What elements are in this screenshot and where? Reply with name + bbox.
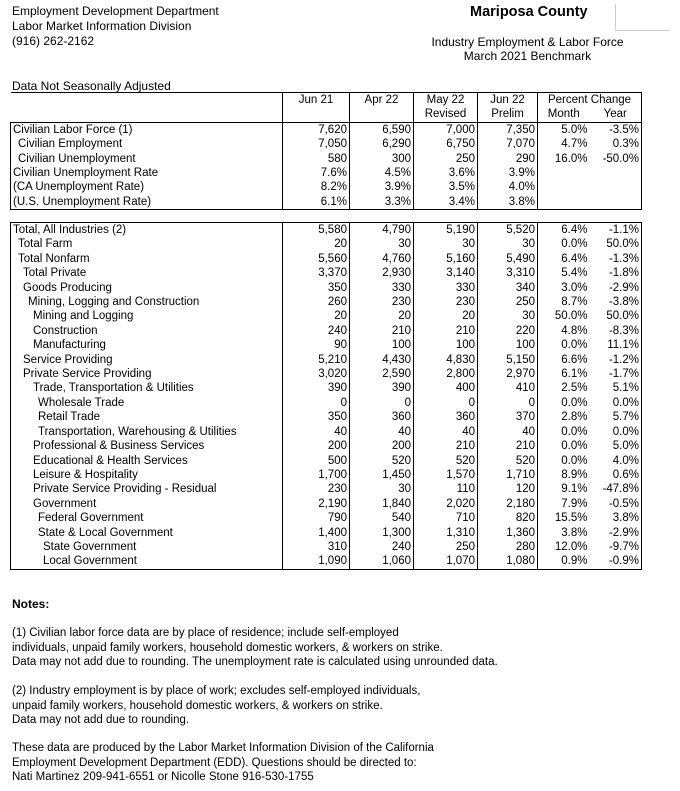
- table-row: [11, 482, 642, 496]
- value-cell: 20: [350, 309, 414, 323]
- month-change-cell: 4.7%: [538, 137, 590, 151]
- subtitle-line-1: Industry Employment & Labor Force: [431, 35, 624, 49]
- col-jun22: Jun 22: [478, 93, 538, 108]
- value-cell: 3.6%: [414, 166, 478, 180]
- row-label: Civilian Employment: [11, 137, 283, 151]
- row-label: Service Providing: [11, 353, 283, 367]
- value-cell: 520: [414, 454, 478, 468]
- value-cell: 20: [414, 309, 478, 323]
- value-cell: 30: [478, 309, 538, 323]
- value-cell: 410: [478, 381, 538, 395]
- row-label: Civilian Labor Force (1): [11, 122, 283, 137]
- note-line: Nati Martinez 209-941-6551 or Nicolle Stone 916-530-1755: [12, 771, 314, 784]
- note-line: Data may not add due to rounding.: [12, 714, 190, 727]
- value-cell: 40: [283, 425, 350, 439]
- notes-title: Notes:: [12, 597, 50, 611]
- year-change-cell: 3.8%: [590, 511, 642, 525]
- month-change-cell: 3.8%: [538, 526, 590, 540]
- col-year: Year: [590, 107, 642, 122]
- value-cell: 3,370: [283, 266, 350, 280]
- row-label: Total Nonfarm: [11, 252, 283, 266]
- phone-number: (916) 262-2162: [12, 34, 95, 48]
- row-label: Civilian Unemployment Rate: [11, 166, 283, 180]
- note-3: [12, 741, 434, 785]
- row-label: (CA Unemployment Rate): [11, 180, 283, 194]
- year-change-cell: -1.3%: [590, 252, 642, 266]
- value-cell: 1,090: [283, 554, 350, 569]
- value-cell: 3,310: [478, 266, 538, 280]
- value-cell: 250: [414, 152, 478, 166]
- value-cell: 220: [478, 324, 538, 338]
- year-change-cell: -3.8%: [590, 295, 642, 309]
- month-change-cell: 0.9%: [538, 554, 590, 569]
- table-row: [11, 180, 642, 194]
- value-cell: 360: [350, 410, 414, 424]
- division-name: Labor Market Information Division: [12, 19, 192, 33]
- month-change-cell: 0.0%: [538, 338, 590, 352]
- value-cell: 3.9%: [350, 180, 414, 194]
- value-cell: 4.5%: [350, 166, 414, 180]
- note-1: [12, 626, 498, 670]
- row-label: State Government: [11, 540, 283, 554]
- value-cell: 200: [350, 439, 414, 453]
- report-subtitle: [420, 35, 635, 63]
- column-subheader-row: [11, 107, 642, 122]
- value-cell: 210: [414, 439, 478, 453]
- month-change-cell: 5.4%: [538, 266, 590, 280]
- value-cell: 5,580: [283, 223, 350, 238]
- value-cell: 2,970: [478, 367, 538, 381]
- subheader-blank: [283, 107, 350, 122]
- value-cell: 30: [414, 237, 478, 251]
- note-line: These data are produced by the Labor Market Information Division of the California: [12, 742, 434, 754]
- note-line: (1) Civilian labor force data are by place of residence; include self-employed: [12, 627, 399, 639]
- agency-header: [12, 4, 219, 49]
- month-change-cell: 50.0%: [538, 309, 590, 323]
- table-row: [11, 324, 642, 338]
- value-cell: 100: [350, 338, 414, 352]
- value-cell: 710: [414, 511, 478, 525]
- value-cell: 7,000: [414, 122, 478, 137]
- value-cell: 30: [350, 237, 414, 251]
- value-cell: 520: [478, 454, 538, 468]
- value-cell: 310: [283, 540, 350, 554]
- month-change-cell: [538, 195, 590, 210]
- value-cell: 820: [478, 511, 538, 525]
- value-cell: 1,070: [414, 554, 478, 569]
- value-cell: 90: [283, 338, 350, 352]
- year-change-cell: -47.8%: [590, 482, 642, 496]
- value-cell: 290: [478, 152, 538, 166]
- value-cell: 230: [283, 482, 350, 496]
- decorative-rule: [615, 4, 616, 30]
- value-cell: 2,180: [478, 497, 538, 511]
- table-row: [11, 295, 642, 309]
- year-change-cell: 4.0%: [590, 454, 642, 468]
- value-cell: 120: [478, 482, 538, 496]
- value-cell: 4.0%: [478, 180, 538, 194]
- month-change-cell: 5.0%: [538, 122, 590, 137]
- year-change-cell: -50.0%: [590, 152, 642, 166]
- month-change-cell: [538, 180, 590, 194]
- value-cell: 1,840: [350, 497, 414, 511]
- value-cell: 210: [350, 324, 414, 338]
- year-change-cell: 11.1%: [590, 338, 642, 352]
- table-row: [11, 381, 642, 395]
- value-cell: 40: [478, 425, 538, 439]
- value-cell: 5,190: [414, 223, 478, 238]
- year-change-cell: 5.1%: [590, 381, 642, 395]
- value-cell: 210: [478, 439, 538, 453]
- value-cell: 1,450: [350, 468, 414, 482]
- value-cell: 1,300: [350, 526, 414, 540]
- value-cell: 20: [283, 237, 350, 251]
- value-cell: 7,350: [478, 122, 538, 137]
- col-jun21: Jun 21: [283, 93, 350, 108]
- subtitle-line-2: March 2021 Benchmark: [463, 49, 592, 63]
- value-cell: 3.3%: [350, 195, 414, 210]
- decorative-rule: [615, 30, 670, 31]
- value-cell: 580: [283, 152, 350, 166]
- month-change-cell: 15.5%: [538, 511, 590, 525]
- value-cell: 1,400: [283, 526, 350, 540]
- month-change-cell: 8.7%: [538, 295, 590, 309]
- row-label: Private Service Providing: [11, 367, 283, 381]
- value-cell: 7,070: [478, 137, 538, 151]
- note-line: Data may not add due to rounding. The unemployment rate is calculated using unrounded data.: [12, 656, 498, 669]
- note-line: unpaid family workers, household domestic workers, & workers on strike.: [12, 699, 383, 712]
- value-cell: 1,060: [350, 554, 414, 569]
- value-cell: 2,930: [350, 266, 414, 280]
- col-percent-change: Percent Change: [538, 93, 642, 108]
- value-cell: 1,310: [414, 526, 478, 540]
- value-cell: 1,570: [414, 468, 478, 482]
- value-cell: 110: [414, 482, 478, 496]
- month-change-cell: 2.5%: [538, 381, 590, 395]
- value-cell: 540: [350, 511, 414, 525]
- month-change-cell: 4.8%: [538, 324, 590, 338]
- value-cell: 300: [350, 152, 414, 166]
- table-row: [11, 540, 642, 554]
- value-cell: 200: [283, 439, 350, 453]
- month-change-cell: 0.0%: [538, 454, 590, 468]
- table-row: [11, 425, 642, 439]
- row-label: Trade, Transportation & Utilities: [11, 381, 283, 395]
- value-cell: 260: [283, 295, 350, 309]
- row-label: Construction: [11, 324, 283, 338]
- table-row: [11, 166, 642, 180]
- table-row: [11, 281, 642, 295]
- table-row: [11, 122, 642, 137]
- table-row: [11, 137, 642, 151]
- value-cell: 1,710: [478, 468, 538, 482]
- subheader-blank: [350, 107, 414, 122]
- row-label: Manufacturing: [11, 338, 283, 352]
- year-change-cell: 0.0%: [590, 396, 642, 410]
- year-change-cell: 50.0%: [590, 237, 642, 251]
- value-cell: 350: [283, 281, 350, 295]
- row-label: Local Government: [11, 554, 283, 569]
- row-label: Total Farm: [11, 237, 283, 251]
- month-change-cell: 0.0%: [538, 425, 590, 439]
- table-row: [11, 237, 642, 251]
- year-change-cell: -1.1%: [590, 223, 642, 238]
- table-row: [11, 252, 642, 266]
- value-cell: 3,020: [283, 367, 350, 381]
- value-cell: 2,800: [414, 367, 478, 381]
- table-row: [11, 454, 642, 468]
- month-change-cell: 3.0%: [538, 281, 590, 295]
- header-blank: [11, 107, 283, 122]
- value-cell: 370: [478, 410, 538, 424]
- value-cell: 8.2%: [283, 180, 350, 194]
- value-cell: 400: [414, 381, 478, 395]
- row-label: Transportation, Warehousing & Utilities: [11, 425, 283, 439]
- col-revised: Revised: [414, 107, 478, 122]
- row-label: Goods Producing: [11, 281, 283, 295]
- month-change-cell: 9.1%: [538, 482, 590, 496]
- value-cell: 40: [414, 425, 478, 439]
- month-change-cell: 0.0%: [538, 439, 590, 453]
- value-cell: 0: [478, 396, 538, 410]
- table-row: [11, 195, 642, 210]
- value-cell: 5,150: [478, 353, 538, 367]
- value-cell: 6.1%: [283, 195, 350, 210]
- value-cell: 40: [350, 425, 414, 439]
- month-change-cell: 16.0%: [538, 152, 590, 166]
- value-cell: 330: [350, 281, 414, 295]
- value-cell: 6,590: [350, 122, 414, 137]
- table-row: [11, 497, 642, 511]
- col-prelim: Prelim: [478, 107, 538, 122]
- year-change-cell: 0.0%: [590, 425, 642, 439]
- table-row: [11, 439, 642, 453]
- value-cell: 4,790: [350, 223, 414, 238]
- month-change-cell: 0.0%: [538, 237, 590, 251]
- col-may22: May 22: [414, 93, 478, 108]
- table-row: [11, 396, 642, 410]
- industry-employment-table: [10, 222, 642, 570]
- value-cell: 360: [414, 410, 478, 424]
- value-cell: 3.8%: [478, 195, 538, 210]
- year-change-cell: 0.3%: [590, 137, 642, 151]
- labor-force-table: [10, 92, 642, 210]
- department-name: Employment Development Department: [12, 4, 219, 18]
- value-cell: 280: [478, 540, 538, 554]
- value-cell: 4,760: [350, 252, 414, 266]
- table-row: [11, 526, 642, 540]
- value-cell: 5,560: [283, 252, 350, 266]
- row-label: Wholesale Trade: [11, 396, 283, 410]
- value-cell: 3.4%: [414, 195, 478, 210]
- value-cell: 230: [414, 295, 478, 309]
- year-change-cell: -1.2%: [590, 353, 642, 367]
- value-cell: 240: [350, 540, 414, 554]
- month-change-cell: 6.1%: [538, 367, 590, 381]
- value-cell: 6,290: [350, 137, 414, 151]
- value-cell: 2,590: [350, 367, 414, 381]
- adjustment-note: Data Not Seasonally Adjusted: [12, 79, 171, 93]
- value-cell: 240: [283, 324, 350, 338]
- value-cell: 500: [283, 454, 350, 468]
- year-change-cell: -8.3%: [590, 324, 642, 338]
- month-change-cell: 6.4%: [538, 252, 590, 266]
- value-cell: 5,520: [478, 223, 538, 238]
- month-change-cell: 2.8%: [538, 410, 590, 424]
- value-cell: 1,360: [478, 526, 538, 540]
- table-row: [11, 410, 642, 424]
- year-change-cell: -0.9%: [590, 554, 642, 569]
- row-label: Private Service Providing - Residual: [11, 482, 283, 496]
- county-title: Mariposa County: [470, 4, 588, 20]
- value-cell: 0: [414, 396, 478, 410]
- row-label: Total Private: [11, 266, 283, 280]
- value-cell: 250: [478, 295, 538, 309]
- value-cell: 6,750: [414, 137, 478, 151]
- table-row: [11, 266, 642, 280]
- value-cell: 5,210: [283, 353, 350, 367]
- table-row: [11, 353, 642, 367]
- value-cell: 390: [283, 381, 350, 395]
- value-cell: 0: [283, 396, 350, 410]
- year-change-cell: -2.9%: [590, 526, 642, 540]
- month-change-cell: 8.9%: [538, 468, 590, 482]
- row-label: Retail Trade: [11, 410, 283, 424]
- value-cell: 2,020: [414, 497, 478, 511]
- table-row: [11, 511, 642, 525]
- year-change-cell: -1.7%: [590, 367, 642, 381]
- year-change-cell: [590, 180, 642, 194]
- value-cell: 350: [283, 410, 350, 424]
- month-change-cell: 6.6%: [538, 353, 590, 367]
- row-label: Federal Government: [11, 511, 283, 525]
- month-change-cell: 7.9%: [538, 497, 590, 511]
- value-cell: 3.9%: [478, 166, 538, 180]
- note-line: (2) Industry employment is by place of work; excludes self-employed individuals,: [12, 685, 421, 697]
- row-label: (U.S. Unemployment Rate): [11, 195, 283, 210]
- value-cell: 230: [350, 295, 414, 309]
- value-cell: 340: [478, 281, 538, 295]
- row-label: Government: [11, 497, 283, 511]
- value-cell: 330: [414, 281, 478, 295]
- year-change-cell: -1.8%: [590, 266, 642, 280]
- row-label: Educational & Health Services: [11, 454, 283, 468]
- year-change-cell: 5.7%: [590, 410, 642, 424]
- column-header-row: [11, 93, 642, 108]
- col-apr22: Apr 22: [350, 93, 414, 108]
- value-cell: 5,160: [414, 252, 478, 266]
- year-change-cell: 0.6%: [590, 468, 642, 482]
- value-cell: 100: [414, 338, 478, 352]
- month-change-cell: 0.0%: [538, 396, 590, 410]
- year-change-cell: -2.9%: [590, 281, 642, 295]
- month-change-cell: 6.4%: [538, 223, 590, 238]
- value-cell: 7.6%: [283, 166, 350, 180]
- col-month: Month: [538, 107, 590, 122]
- month-change-cell: [538, 166, 590, 180]
- value-cell: 5,490: [478, 252, 538, 266]
- value-cell: 1,080: [478, 554, 538, 569]
- row-label: Mining, Logging and Construction: [11, 295, 283, 309]
- value-cell: 520: [350, 454, 414, 468]
- year-change-cell: [590, 166, 642, 180]
- row-label: Professional & Business Services: [11, 439, 283, 453]
- value-cell: 790: [283, 511, 350, 525]
- table-row: [11, 223, 642, 238]
- year-change-cell: -9.7%: [590, 540, 642, 554]
- row-label: Mining and Logging: [11, 309, 283, 323]
- year-change-cell: 50.0%: [590, 309, 642, 323]
- value-cell: 7,620: [283, 122, 350, 137]
- row-label: Total, All Industries (2): [11, 223, 283, 238]
- row-label: Leisure & Hospitality: [11, 468, 283, 482]
- value-cell: 390: [350, 381, 414, 395]
- value-cell: 30: [478, 237, 538, 251]
- table-row: [11, 468, 642, 482]
- note-line: Employment Development Department (EDD). Questions should be directed to:: [12, 756, 417, 769]
- value-cell: 1,700: [283, 468, 350, 482]
- value-cell: 250: [414, 540, 478, 554]
- note-line: individuals, unpaid family workers, household domestic workers, & workers on strike.: [12, 641, 443, 654]
- value-cell: 20: [283, 309, 350, 323]
- note-2: [12, 684, 420, 728]
- value-cell: 0: [350, 396, 414, 410]
- value-cell: 4,430: [350, 353, 414, 367]
- table-row: [11, 338, 642, 352]
- table-row: [11, 309, 642, 323]
- row-label: Civilian Unemployment: [11, 152, 283, 166]
- year-change-cell: -3.5%: [590, 122, 642, 137]
- year-change-cell: [590, 195, 642, 210]
- row-label: State & Local Government: [11, 526, 283, 540]
- value-cell: 100: [478, 338, 538, 352]
- value-cell: 30: [350, 482, 414, 496]
- value-cell: 3.5%: [414, 180, 478, 194]
- value-cell: 3,140: [414, 266, 478, 280]
- value-cell: 2,190: [283, 497, 350, 511]
- year-change-cell: -0.5%: [590, 497, 642, 511]
- value-cell: 4,830: [414, 353, 478, 367]
- header-blank: [11, 93, 283, 108]
- table-row: [11, 152, 642, 166]
- month-change-cell: 12.0%: [538, 540, 590, 554]
- table-row: [11, 367, 642, 381]
- table-row: [11, 554, 642, 569]
- value-cell: 210: [414, 324, 478, 338]
- year-change-cell: 5.0%: [590, 439, 642, 453]
- value-cell: 7,050: [283, 137, 350, 151]
